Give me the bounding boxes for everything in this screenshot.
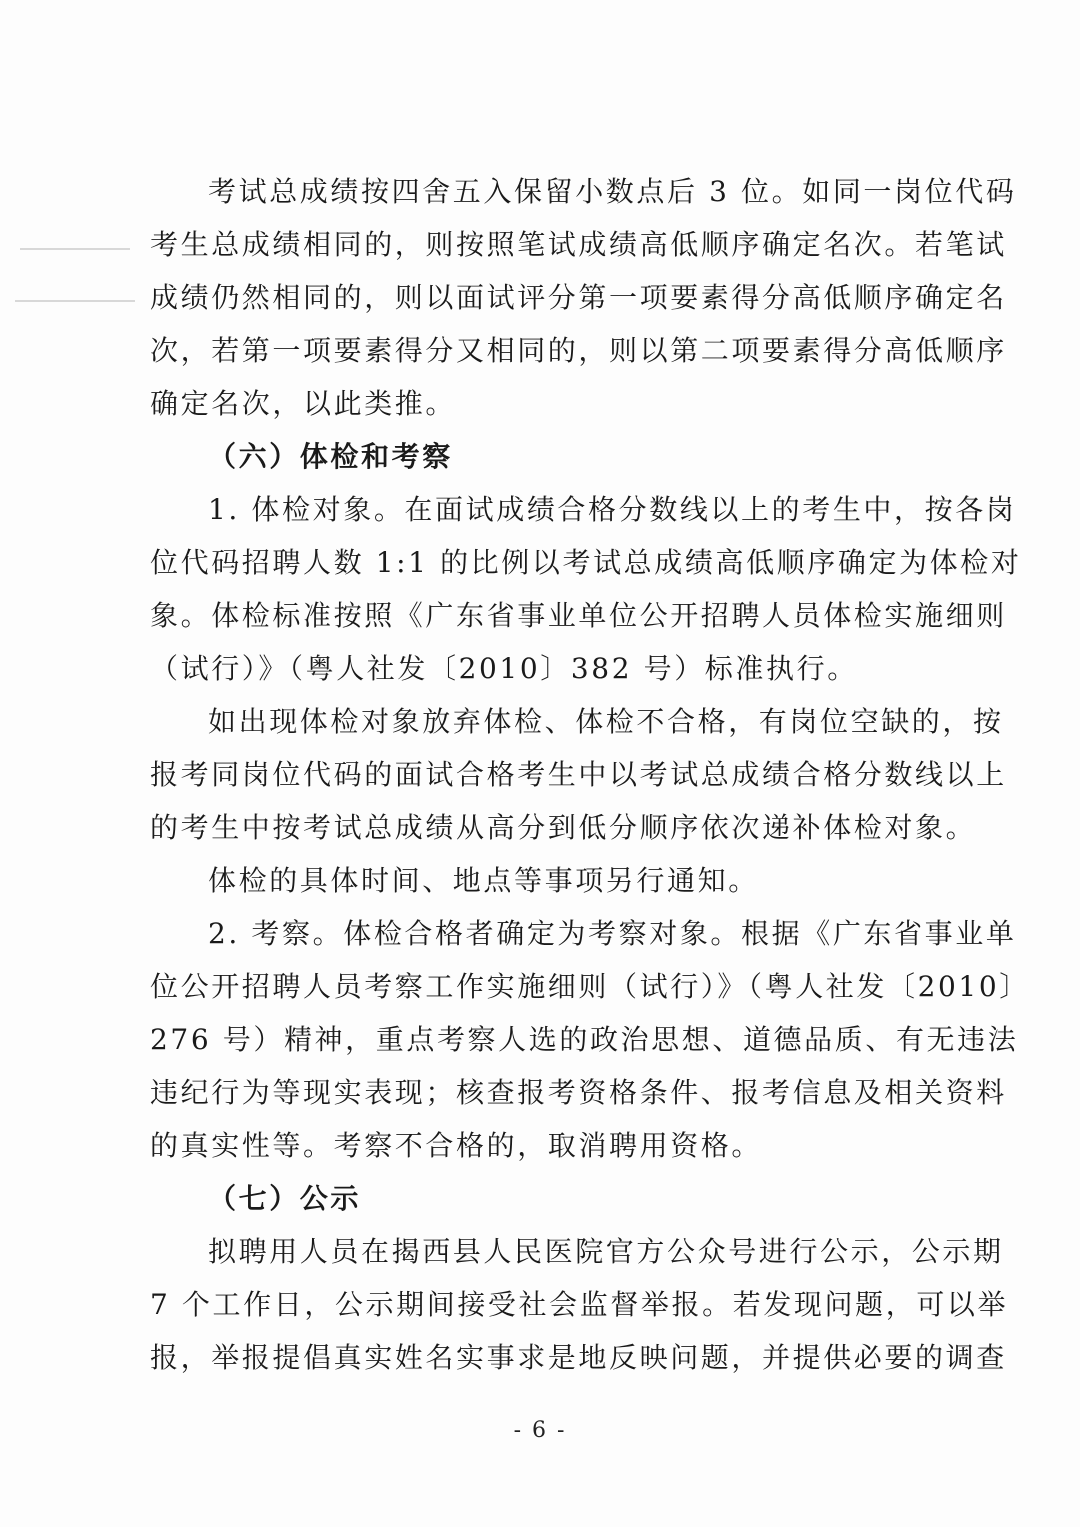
text-line: 考生总成绩相同的，则按照笔试成绩高低顺序确定名次。若笔试 (150, 228, 1007, 261)
scan-artifact (15, 300, 135, 302)
paragraph (150, 1225, 1009, 1384)
paragraph (150, 165, 1017, 430)
text-line: 违纪行为等现实表现；核查报考资格条件、报考信息及相关资料 (150, 1076, 1007, 1109)
text-line: 象。体检标准按照《广东省事业单位公开招聘人员体检实施细则 (150, 599, 1007, 632)
section-heading: （六）体检和考察 (208, 440, 453, 473)
text-line: 的真实性等。考察不合格的，取消聘用资格。 (150, 1129, 763, 1162)
page-number: - 6 - (513, 1418, 567, 1443)
text-line: 276 号）精神，重点考察人选的政治思想、道德品质、有无违法 (150, 1023, 1019, 1056)
section-heading: （七）公示 (208, 1182, 362, 1215)
text-line: 位代码招聘人数 1:1 的比例以考试总成绩高低顺序确定为体检对 (150, 546, 1022, 579)
text-line: 如出现体检对象放弃体检、体检不合格，有岗位空缺的，按 (208, 705, 1004, 738)
paragraph (150, 695, 1007, 854)
text-line: 成绩仍然相同的，则以面试评分第一项要素得分高低顺序确定名 (150, 281, 1007, 314)
text-line: 考试总成绩按四舍五入保留小数点后 3 位。如同一岗位代码 (208, 175, 1017, 208)
text-line: 位公开招聘人员考察工作实施细则（试行）》（粤人社发〔2010〕 (150, 970, 1030, 1003)
text-line: 报，举报提倡真实姓名实事求是地反映问题，并提供必要的调查 (150, 1341, 1007, 1374)
paragraph (150, 854, 965, 907)
text-line: 确定名次，以此类推。 (150, 387, 457, 420)
text-line: 报考同岗位代码的面试合格考生中以考试总成绩合格分数线以上 (150, 758, 1007, 791)
scan-artifact (20, 248, 130, 250)
text-line: 1. 体检对象。在面试成绩合格分数线以上的考生中，按各岗 (208, 493, 1017, 526)
text-line: 的考生中按考试总成绩从高分到低分顺序依次递补体检对象。 (150, 811, 977, 844)
text-line: 次，若第一项要素得分又相同的，则以第二项要素得分高低顺序 (150, 334, 1007, 367)
text-line: 体检的具体时间、地点等事项另行通知。 (208, 864, 759, 897)
document-body (150, 165, 1030, 1384)
text-line: 2. 考察。体检合格者确定为考察对象。根据《广东省事业单 (208, 917, 1017, 950)
paragraph (150, 907, 1030, 1172)
text-line: 拟聘用人员在揭西县人民医院官方公众号进行公示，公示期 (208, 1235, 1004, 1268)
text-line: 7 个工作日，公示期间接受社会监督举报。若发现问题，可以举 (150, 1288, 1009, 1321)
text-line: （试行）》（粤人社发〔2010〕382 号）标准执行。 (150, 652, 858, 685)
paragraph (150, 483, 1022, 695)
